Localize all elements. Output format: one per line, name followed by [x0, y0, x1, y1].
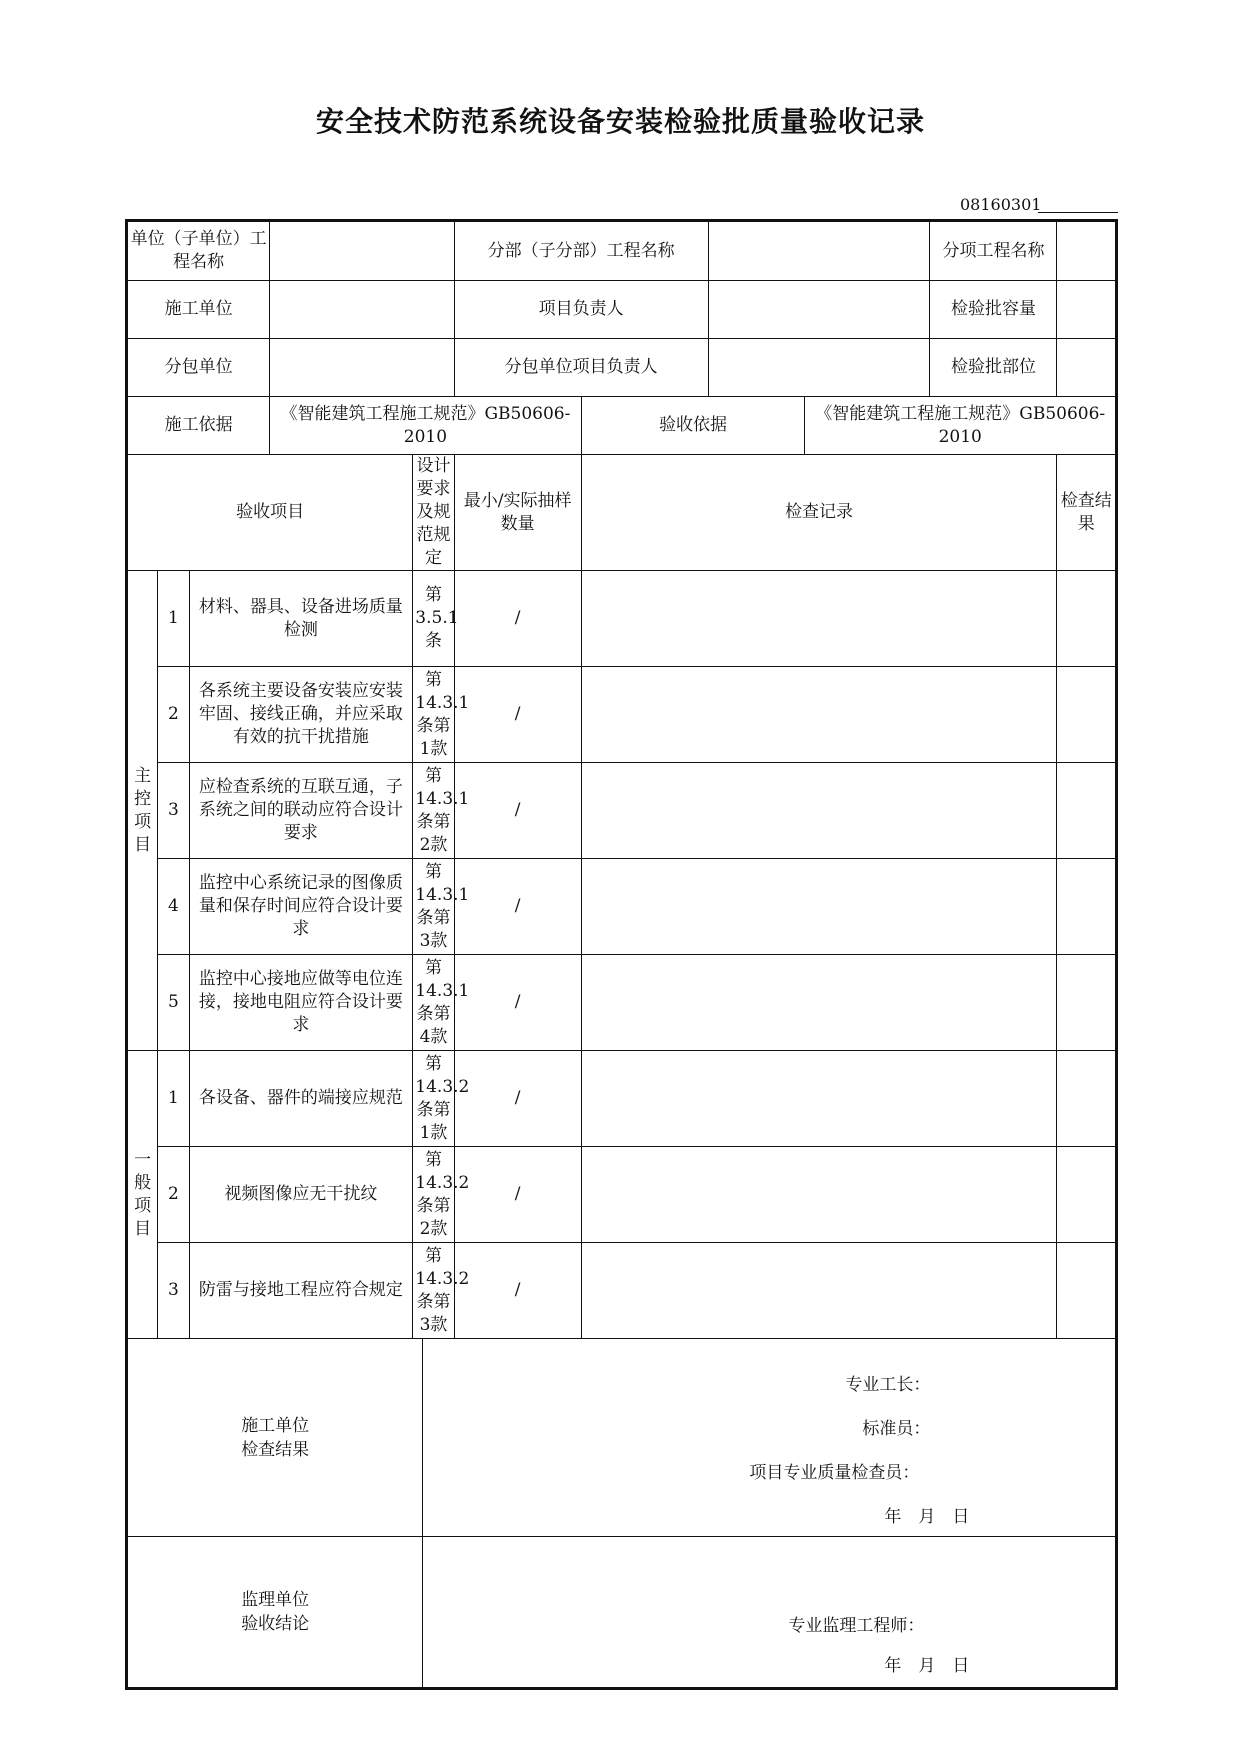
- col-header-record: 检查记录: [581, 455, 1057, 571]
- item-number: 5: [158, 955, 189, 1051]
- item-record[interactable]: [581, 1051, 1057, 1147]
- item-number: 1: [158, 571, 189, 667]
- item-number: 2: [158, 1147, 189, 1243]
- item-result[interactable]: [1057, 955, 1117, 1051]
- item-sample: /: [454, 571, 581, 667]
- location-value[interactable]: [1057, 339, 1117, 397]
- constructor-result-area[interactable]: [423, 1339, 1117, 1537]
- item-description: 各系统主要设备安装应安装牢固、接线正确，并应采取有效的抗干扰措施: [189, 667, 413, 763]
- item-spec: 第14.3.1条第2款: [413, 763, 454, 859]
- item-result[interactable]: [1057, 667, 1117, 763]
- main-group-label: 主控项目: [127, 571, 158, 1051]
- constructor-sign-box: [423, 1340, 1115, 1536]
- item-spec: 第14.3.2条第3款: [413, 1243, 454, 1339]
- page-title: 安全技术防范系统设备安装检验批质量验收记录: [315, 105, 925, 138]
- general-group-label: 一般项目: [127, 1051, 158, 1339]
- table-row: [127, 763, 1117, 859]
- item-number: 3: [158, 763, 189, 859]
- item-spec: 第14.3.2条第1款: [413, 1051, 454, 1147]
- item-record[interactable]: [581, 763, 1057, 859]
- form-code-underline: [1038, 212, 1118, 213]
- supervisor-engineer-label: 专业监理工程师：: [788, 1616, 925, 1636]
- inspector-sign-label: 标准员：: [862, 1418, 931, 1439]
- col-header-spec: 设计要求及规范规定: [413, 455, 454, 571]
- constructor-date: 年 月 日: [884, 1506, 970, 1527]
- division-label: 分部（子分部）工程名称: [454, 221, 708, 281]
- item-spec: 第14.3.2条第2款: [413, 1147, 454, 1243]
- item-record[interactable]: [581, 667, 1057, 763]
- table-row: [127, 955, 1117, 1051]
- table-row: [127, 1243, 1117, 1339]
- item-spec: 第14.3.1条第4款: [413, 955, 454, 1051]
- constructor-label: 施工单位: [127, 281, 270, 339]
- item-sample: /: [454, 763, 581, 859]
- subcontractor-value[interactable]: [270, 339, 455, 397]
- item-result[interactable]: [1057, 1147, 1117, 1243]
- basis-label: 施工依据: [127, 397, 270, 455]
- basis-value: 《智能建筑工程施工规范》GB50606-2010: [270, 397, 582, 455]
- item-sample: /: [454, 955, 581, 1051]
- table-row: [127, 571, 1117, 667]
- item-record[interactable]: [581, 1147, 1057, 1243]
- constructor-result-label-text: 施工单位检查结果: [241, 1415, 310, 1460]
- foreman-sign-label: 专业工长：: [845, 1374, 931, 1395]
- item-sample: /: [454, 1147, 581, 1243]
- item-result[interactable]: [1057, 859, 1117, 955]
- item-description: 视频图像应无干扰纹: [189, 1147, 413, 1243]
- capacity-value[interactable]: [1057, 281, 1117, 339]
- item-sample: /: [454, 1243, 581, 1339]
- supervisor-date: 年 月 日: [884, 1656, 970, 1676]
- division-value[interactable]: [708, 221, 930, 281]
- col-header-result: 检查结果: [1057, 455, 1117, 571]
- item-description: 监控中心接地应做等电位连接，接地电阻应符合设计要求: [189, 955, 413, 1051]
- sub-pm-label: 分包单位项目负责人: [454, 339, 708, 397]
- subitem-label: 分项工程名称: [930, 221, 1057, 281]
- item-result[interactable]: [1057, 763, 1117, 859]
- subcontractor-label: 分包单位: [127, 339, 270, 397]
- item-number: 1: [158, 1051, 189, 1147]
- item-record[interactable]: [581, 955, 1057, 1051]
- supervisor-result-label-text: 监理单位验收结论: [241, 1590, 310, 1634]
- table-row: [127, 1051, 1117, 1147]
- item-description: 监控中心系统记录的图像质量和保存时间应符合设计要求: [189, 859, 413, 955]
- form-code: 08160301: [960, 195, 1042, 214]
- accept-basis-label: 验收依据: [581, 397, 805, 455]
- item-number: 2: [158, 667, 189, 763]
- unit-value[interactable]: [270, 221, 455, 281]
- item-number: 4: [158, 859, 189, 955]
- item-description: 材料、器具、设备进场质量检测: [189, 571, 413, 667]
- qc-sign-label: 项目专业质量检查员：: [749, 1462, 920, 1483]
- item-record[interactable]: [581, 571, 1057, 667]
- supervisor-result-label: [127, 1537, 423, 1689]
- item-result[interactable]: [1057, 1051, 1117, 1147]
- item-spec: 第14.3.1条第1款: [413, 667, 454, 763]
- constructor-result-label: [127, 1339, 423, 1537]
- item-sample: /: [454, 1051, 581, 1147]
- supervisor-result-area[interactable]: [423, 1537, 1117, 1689]
- item-number: 3: [158, 1243, 189, 1339]
- item-result[interactable]: [1057, 1243, 1117, 1339]
- item-record[interactable]: [581, 1243, 1057, 1339]
- sub-pm-value[interactable]: [708, 339, 930, 397]
- item-sample: /: [454, 859, 581, 955]
- pm-label: 项目负责人: [454, 281, 708, 339]
- table-row: [127, 859, 1117, 955]
- subitem-value[interactable]: [1057, 221, 1117, 281]
- constructor-value[interactable]: [270, 281, 455, 339]
- item-description: 防雷与接地工程应符合规定: [189, 1243, 413, 1339]
- table-row: [127, 667, 1117, 763]
- item-description: 应检查系统的互联互通，子系统之间的联动应符合设计要求: [189, 763, 413, 859]
- accept-basis-value: 《智能建筑工程施工规范》GB50606-2010: [805, 397, 1117, 455]
- col-header-item: 验收项目: [127, 455, 413, 571]
- supervisor-sign-box: [423, 1537, 1115, 1687]
- pm-value[interactable]: [708, 281, 930, 339]
- unit-label: 单位（子单位）工程名称: [127, 221, 270, 281]
- item-spec: 第14.3.1条第3款: [413, 859, 454, 955]
- item-sample: /: [454, 667, 581, 763]
- location-label: 检验批部位: [930, 339, 1057, 397]
- item-record[interactable]: [581, 859, 1057, 955]
- item-result[interactable]: [1057, 571, 1117, 667]
- item-description: 各设备、器件的端接应规范: [189, 1051, 413, 1147]
- table-row: [127, 1147, 1117, 1243]
- item-spec: 第3.5.1条: [413, 571, 454, 667]
- col-header-sample: 最小/实际抽样数量: [454, 455, 581, 571]
- inspection-form-table: [125, 219, 1118, 1690]
- capacity-label: 检验批容量: [930, 281, 1057, 339]
